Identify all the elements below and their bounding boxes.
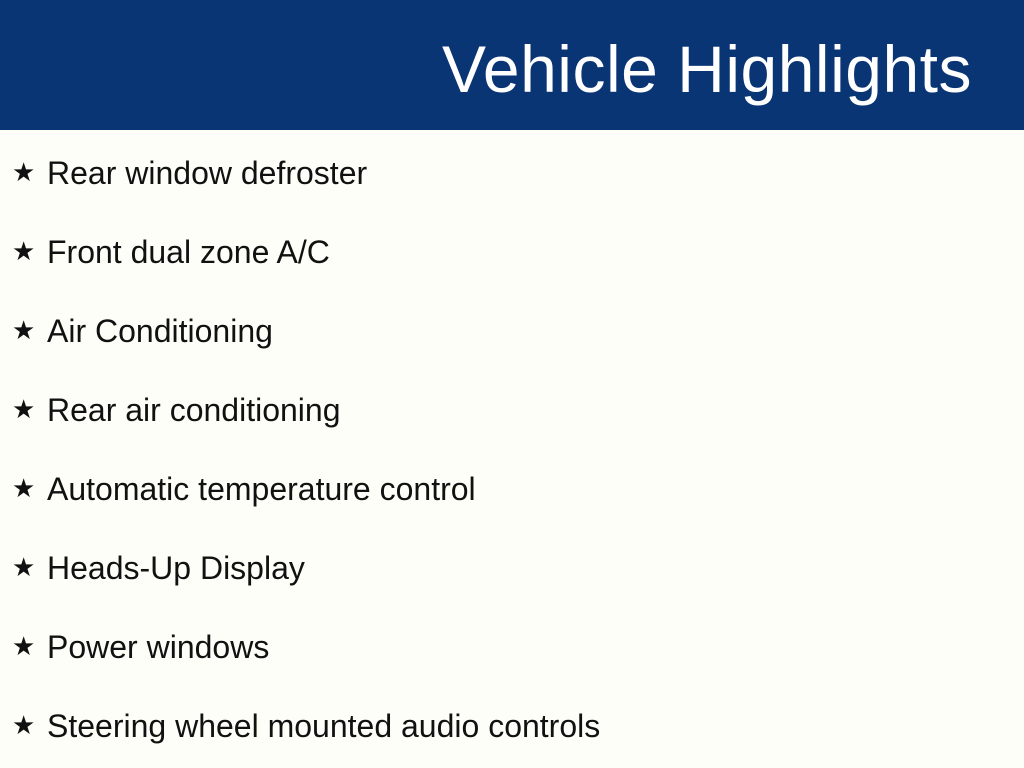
star-bullet-icon: ★ bbox=[12, 393, 36, 424]
list-item-label: Front dual zone A/C bbox=[47, 233, 330, 270]
star-bullet-icon: ★ bbox=[12, 235, 36, 266]
list-item-label: Heads-Up Display bbox=[47, 549, 305, 586]
list-item bbox=[12, 607, 1024, 686]
list-item-label: Air Conditioning bbox=[47, 312, 273, 349]
list-item-label: Rear air conditioning bbox=[47, 391, 341, 428]
title-banner bbox=[0, 0, 1024, 130]
star-bullet-icon: ★ bbox=[12, 551, 36, 582]
star-bullet-icon: ★ bbox=[12, 314, 36, 345]
star-bullet-icon: ★ bbox=[12, 630, 36, 661]
feature-list bbox=[0, 130, 1024, 765]
list-item bbox=[12, 370, 1024, 449]
list-item bbox=[12, 686, 1024, 765]
star-bullet-icon: ★ bbox=[12, 709, 36, 740]
list-item bbox=[12, 291, 1024, 370]
star-bullet-icon: ★ bbox=[12, 156, 36, 187]
list-item bbox=[12, 449, 1024, 528]
star-bullet-icon: ★ bbox=[12, 472, 36, 503]
list-item-label: Rear window defroster bbox=[47, 154, 368, 191]
list-item-label: Power windows bbox=[47, 628, 270, 665]
list-item-label: Automatic temperature control bbox=[47, 470, 476, 507]
list-item bbox=[12, 212, 1024, 291]
list-item bbox=[12, 528, 1024, 607]
list-item bbox=[12, 133, 1024, 212]
list-item-label: Steering wheel mounted audio controls bbox=[47, 707, 601, 744]
page-title: Vehicle Highlights bbox=[442, 32, 972, 106]
